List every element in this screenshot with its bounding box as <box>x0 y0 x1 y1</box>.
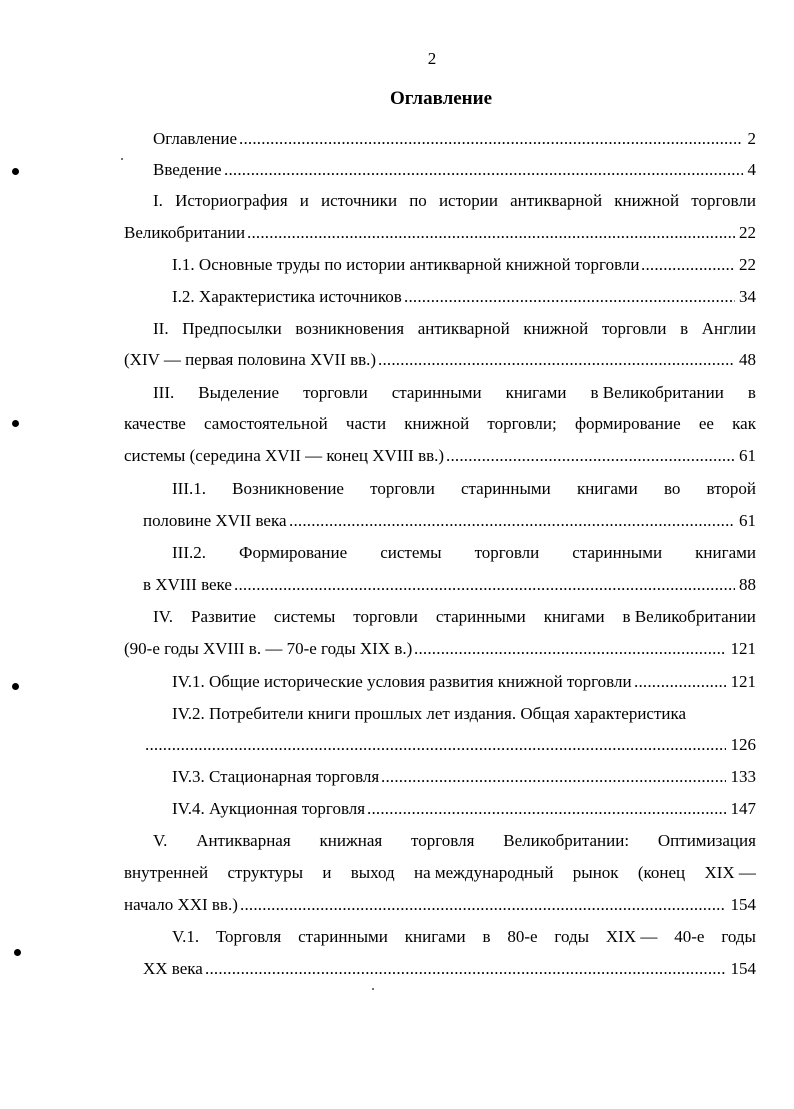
toc-justified-text <box>124 413 756 435</box>
toc-word: в Великобритании <box>622 607 756 626</box>
toc-line <box>0 671 794 693</box>
toc-word: внутренней <box>124 863 209 882</box>
toc-word: книгами <box>404 927 466 946</box>
toc-line <box>0 862 794 884</box>
toc-line <box>0 542 794 564</box>
toc-word: Выделение <box>198 383 280 402</box>
toc-justified-text <box>153 318 756 340</box>
margin-hole <box>14 949 21 956</box>
toc-word: книжная <box>319 831 383 850</box>
toc-word: в <box>680 319 689 338</box>
toc-line <box>0 413 794 435</box>
toc-word: старинными <box>391 383 482 402</box>
toc-word: возникновения <box>295 319 405 338</box>
toc-word: Формирование <box>239 543 348 562</box>
toc-line <box>0 766 794 788</box>
toc-line <box>0 798 794 820</box>
toc-entry-title: в XVIII веке <box>143 575 232 594</box>
toc-word: ее <box>698 414 714 433</box>
toc-word: торговли <box>474 543 540 562</box>
toc-leader-dots <box>367 798 726 820</box>
toc-word: книжной <box>404 414 470 433</box>
toc-line <box>0 159 794 181</box>
toc-entry-title: (90-е годы XVIII в. — 70-е годы XIX в.) <box>124 639 413 658</box>
margin-hole <box>12 683 19 690</box>
toc-page-number: 133 <box>730 767 756 786</box>
toc-word: старинными <box>435 607 526 626</box>
toc-word: истории <box>438 191 498 210</box>
toc-line <box>0 286 794 308</box>
toc-leader-dots <box>240 894 726 916</box>
toc-entry-title: IV.3. Стационарная торговля <box>172 767 380 786</box>
toc-line <box>0 349 794 371</box>
toc-page-number: 88 <box>739 575 756 594</box>
toc-word: Англии <box>701 319 756 338</box>
toc-word: старинными <box>572 543 663 562</box>
toc-line <box>0 894 794 916</box>
toc-word: торговли <box>353 607 418 626</box>
toc-word: системы <box>273 607 336 626</box>
toc-word: в <box>747 383 756 402</box>
page-number: 2 <box>427 49 437 68</box>
toc-word: антикварной <box>510 191 603 210</box>
toc-word: V.1. <box>172 927 200 946</box>
toc-line <box>0 478 794 500</box>
toc-word: на международный <box>413 863 554 882</box>
scan-speck <box>121 158 123 160</box>
toc-leader-dots <box>289 510 735 532</box>
toc-word: III.1. <box>172 479 206 498</box>
toc-word: системы <box>380 543 442 562</box>
toc-word: части <box>345 414 387 433</box>
toc-page-number: 61 <box>739 511 756 530</box>
toc-leader-dots <box>381 766 726 788</box>
toc-page-number: 154 <box>730 895 756 914</box>
toc-word: торговли <box>303 383 368 402</box>
toc-word: Возникновение <box>232 479 344 498</box>
toc-justified-text <box>172 542 756 564</box>
page-title: Оглавление <box>389 88 493 109</box>
toc-entry-title: Великобритании <box>124 223 246 242</box>
toc-line <box>0 574 794 596</box>
toc-word: книгами <box>576 479 638 498</box>
margin-hole <box>12 420 19 427</box>
toc-word: книжной <box>614 191 680 210</box>
toc-word: Предпосылки <box>182 319 282 338</box>
toc-word: Торговля <box>215 927 282 946</box>
toc-leader-dots <box>404 286 735 308</box>
toc-entry-title: IV.4. Аукционная торговля <box>172 799 366 818</box>
toc-entry-title: IV.1. Общие исторические условия развития книжной торговли <box>172 672 632 691</box>
toc-line <box>0 190 794 212</box>
toc-entry-title: Введение <box>153 160 222 179</box>
toc-entry-title: (XIV — первая половина XVII вв.) <box>124 350 377 369</box>
toc-word: Великобритании: <box>503 831 630 850</box>
toc-page-number: 61 <box>739 446 756 465</box>
toc-entry-title: IV.2. Потребители книги прошлых лет издания. Общая характеристика <box>172 704 687 723</box>
scan-speck <box>372 988 374 990</box>
toc-leader-dots <box>239 128 743 150</box>
toc-word: книгами <box>695 543 756 562</box>
toc-word: и <box>299 191 309 210</box>
toc-line <box>0 510 794 532</box>
toc-justified-text <box>153 190 756 212</box>
toc-word: Оптимизация <box>657 831 756 850</box>
toc-word: Развитие <box>191 607 256 626</box>
toc-word: выход <box>350 863 395 882</box>
toc-line <box>0 222 794 244</box>
toc-page-number: 2 <box>747 129 756 148</box>
toc-leader-dots <box>634 671 726 693</box>
toc-word: в Великобритании <box>590 383 724 402</box>
toc-word: III. <box>153 383 175 402</box>
toc-line <box>0 734 794 756</box>
toc-word: рынок <box>572 863 619 882</box>
toc-word: V. <box>153 831 168 850</box>
toc-word: I. <box>153 191 163 210</box>
toc-line <box>0 128 794 150</box>
toc-leader-dots <box>641 254 735 276</box>
toc-word: 80-е <box>507 927 538 946</box>
toc-word: по <box>409 191 427 210</box>
toc-entry-title: системы (середина XVII — конец XVIII вв.) <box>124 446 445 465</box>
toc-justified-text <box>172 478 756 500</box>
toc-leader-dots <box>378 349 735 371</box>
toc-word: антикварной <box>417 319 510 338</box>
toc-page-number: 121 <box>730 672 756 691</box>
toc-justified-text <box>153 606 756 628</box>
toc-leader-dots <box>224 159 743 181</box>
toc-word: самостоятельной <box>204 414 328 433</box>
toc-word: книгами <box>543 607 605 626</box>
toc-page-number: 22 <box>739 255 756 274</box>
toc-entry-title: половине XVII века <box>143 511 287 530</box>
toc-word: годы <box>721 927 756 946</box>
toc-word: формирование <box>574 414 681 433</box>
toc-entry-title: Оглавление <box>153 129 237 148</box>
toc-word: IV. <box>153 607 173 626</box>
toc-entry-title: I.1. Основные труды по истории антикварной книжной торговли <box>172 255 640 274</box>
toc-page-number: 4 <box>747 160 756 179</box>
toc-word: Антикварная <box>196 831 291 850</box>
toc-page-number: 22 <box>739 223 756 242</box>
toc-line <box>0 926 794 948</box>
toc-justified-text <box>153 830 756 852</box>
toc-word: Историография <box>175 191 288 210</box>
toc-entry-title: I.2. Характеристика источников <box>172 287 402 306</box>
toc-line <box>0 445 794 467</box>
toc-page-number: 34 <box>739 287 756 306</box>
toc-word: источники <box>321 191 398 210</box>
toc-word: торговли; <box>487 414 557 433</box>
toc-leader-dots <box>234 574 735 596</box>
toc-word: годы <box>554 927 590 946</box>
toc-word: качестве <box>124 414 186 433</box>
toc-line <box>0 830 794 852</box>
toc-word: старинными <box>298 927 388 946</box>
toc-line <box>0 703 794 725</box>
toc-word: структуры <box>227 863 304 882</box>
toc-word: III.2. <box>172 543 206 562</box>
toc-page-number: 48 <box>739 350 756 369</box>
toc-leader-dots <box>414 638 726 660</box>
toc-word: 40-е <box>674 927 705 946</box>
toc-justified-text <box>153 382 756 404</box>
toc-word: как <box>732 414 756 433</box>
toc-line <box>0 638 794 660</box>
toc-word: торговля <box>411 831 475 850</box>
toc-justified-text <box>124 862 756 884</box>
toc-word: торговли <box>691 191 756 210</box>
toc-word: торговли <box>370 479 435 498</box>
toc-word: II. <box>153 319 169 338</box>
toc-line <box>0 958 794 980</box>
toc-leader-dots <box>145 734 726 756</box>
toc-line <box>0 318 794 340</box>
toc-line <box>0 254 794 276</box>
toc-word: XIX — <box>704 863 756 882</box>
toc-leader-dots <box>446 445 735 467</box>
toc-word: второй <box>706 479 756 498</box>
toc-word: (конец <box>637 863 686 882</box>
toc-word: и <box>322 863 332 882</box>
toc-word: XIX — <box>605 927 658 946</box>
toc-entry-title: XX века <box>143 959 203 978</box>
toc-page-number: 126 <box>730 735 756 754</box>
toc-page-number: 121 <box>730 639 756 658</box>
toc-leader-dots <box>247 222 735 244</box>
toc-word: торговли <box>601 319 667 338</box>
toc-word: в <box>482 927 491 946</box>
toc-entry-title: начало XXI вв.) <box>124 895 238 914</box>
toc-page-number: 147 <box>730 799 756 818</box>
margin-hole <box>12 168 19 175</box>
toc-page-number: 154 <box>730 959 756 978</box>
toc-line <box>0 606 794 628</box>
toc-word: старинными <box>460 479 551 498</box>
toc-justified-text <box>172 926 756 948</box>
toc-word: во <box>663 479 681 498</box>
toc-word: книгами <box>505 383 567 402</box>
toc-line <box>0 382 794 404</box>
toc-leader-dots <box>205 958 726 980</box>
toc-word: книжной <box>523 319 589 338</box>
